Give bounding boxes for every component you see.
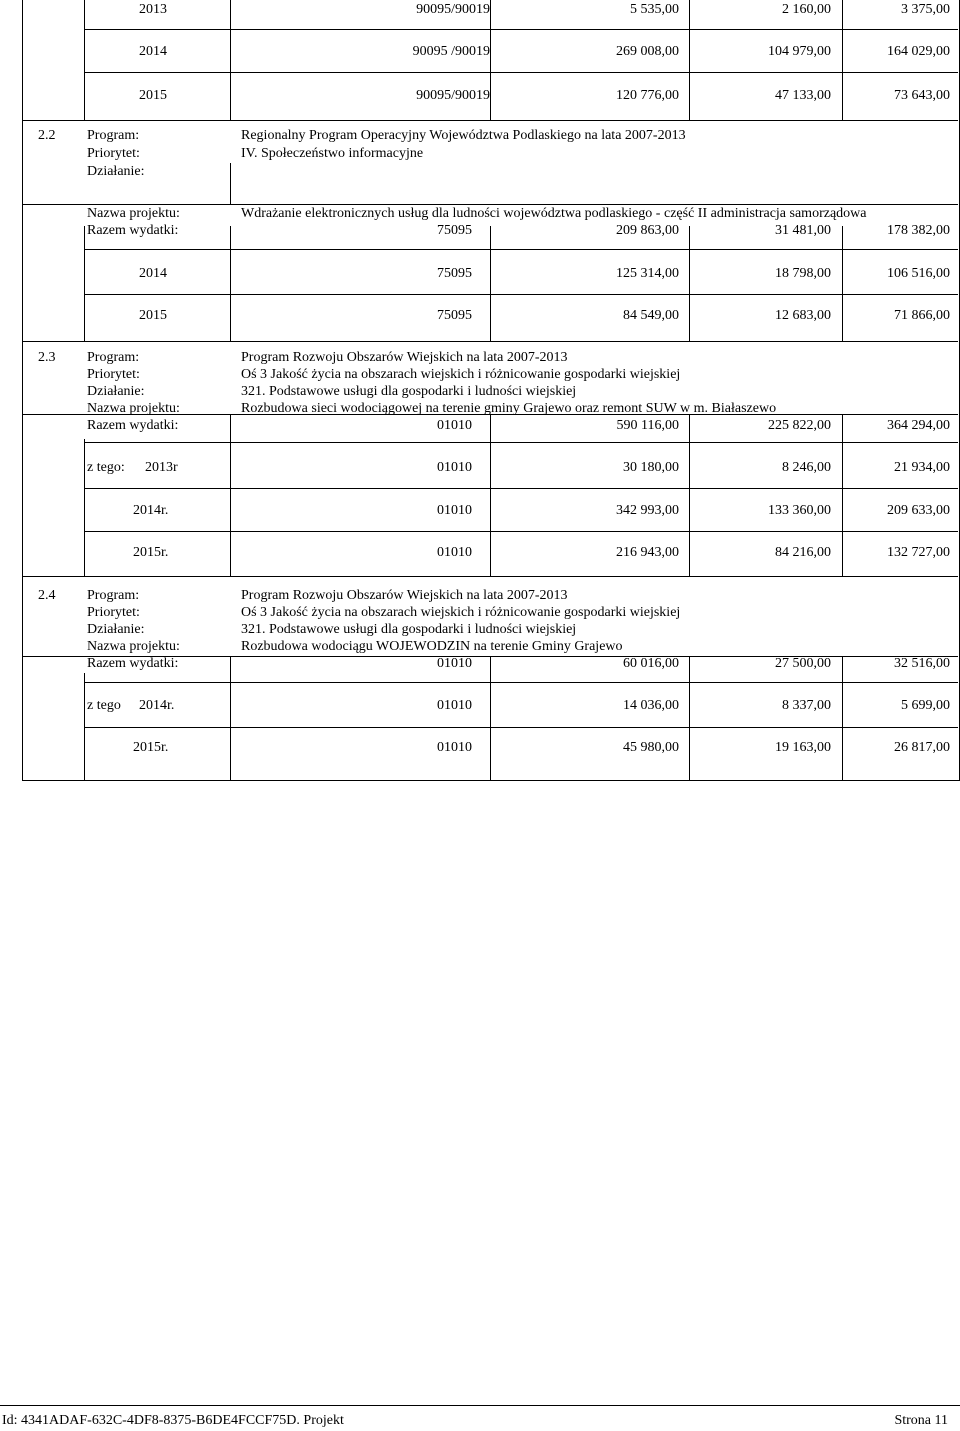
col-divider-left xyxy=(84,0,85,120)
amount-a-cell: 12 683,00 xyxy=(775,308,831,323)
total-cell: 342 993,00 xyxy=(616,503,679,518)
total-cell: 125 314,00 xyxy=(616,266,679,281)
amount-b-cell: 21 934,00 xyxy=(894,460,950,475)
dzialanie-value: 321. Podstawowe usługi dla gospodarki i ludności wiejskiej xyxy=(241,622,577,637)
of-which-label: z tego xyxy=(87,698,121,713)
program-label: Program: xyxy=(87,588,140,603)
amount-b-cell: 73 643,00 xyxy=(894,88,950,103)
amount-a-cell: 8 246,00 xyxy=(782,460,831,475)
row-divider xyxy=(22,120,958,121)
project-name-label: Nazwa projektu: xyxy=(87,639,180,654)
total-cell: 14 036,00 xyxy=(623,698,679,713)
code-cell: 75095 xyxy=(437,308,472,323)
of-which-label: z tego: xyxy=(87,460,125,475)
footer-divider xyxy=(0,1405,960,1406)
year-cell: 2015 xyxy=(139,88,167,103)
amount-a-cell: 84 216,00 xyxy=(775,545,831,560)
row-divider xyxy=(84,294,958,295)
col-divider xyxy=(689,226,690,341)
year-cell: 2015 xyxy=(139,308,167,323)
amount-b-cell: 132 727,00 xyxy=(887,545,950,560)
amount-b-cell: 209 633,00 xyxy=(887,503,950,518)
amount-b-cell: 106 516,00 xyxy=(887,266,950,281)
priorytet-value: Oś 3 Jakość życia na obszarach wiejskich i różnicowanie gospodarki wiejskiej xyxy=(241,605,681,620)
section-number: 2.2 xyxy=(38,128,56,143)
total-cell: 209 863,00 xyxy=(616,223,679,238)
col-divider xyxy=(689,656,690,780)
amount-a-cell: 225 822,00 xyxy=(768,418,831,433)
amount-b-cell: 364 294,00 xyxy=(887,418,950,433)
code-cell: 90095/90019 xyxy=(416,2,490,17)
total-expenses-label: Razem wydatki: xyxy=(87,418,179,433)
code-cell: 01010 xyxy=(437,656,472,671)
dzialanie-label: Działanie: xyxy=(87,384,145,399)
amount-a-cell: 27 500,00 xyxy=(775,656,831,671)
code-cell: 01010 xyxy=(437,698,472,713)
code-cell: 90095/90019 xyxy=(416,88,490,103)
row-divider xyxy=(84,442,958,443)
project-name-label: Nazwa projektu: xyxy=(87,206,180,221)
amount-b-cell: 32 516,00 xyxy=(894,656,950,671)
code-cell: 01010 xyxy=(437,740,472,755)
col-divider xyxy=(230,0,231,120)
amount-a-cell: 104 979,00 xyxy=(768,44,831,59)
program-value: Program Rozwoju Obszarów Wiejskich na lata 2007-2013 xyxy=(241,588,568,603)
total-expenses-label: Razem wydatki: xyxy=(87,656,179,671)
year-cell: 2013r xyxy=(145,460,178,475)
section-number: 2.3 xyxy=(38,350,56,365)
section-number: 2.4 xyxy=(38,588,56,603)
total-cell: 84 549,00 xyxy=(623,308,679,323)
project-name-label: Nazwa projektu: xyxy=(87,401,180,416)
project-name-value: Wdrażanie elektronicznych usług dla ludności województwa podlaskiego - część II administracja samorządowa xyxy=(241,206,867,221)
amount-b-cell: 3 375,00 xyxy=(901,2,950,17)
priorytet-value: IV. Społeczeństwo informacyjne xyxy=(241,146,424,161)
amount-a-cell: 31 481,00 xyxy=(775,223,831,238)
code-cell: 75095 xyxy=(437,266,472,281)
total-cell: 60 016,00 xyxy=(623,656,679,671)
amount-b-cell: 26 817,00 xyxy=(894,740,950,755)
total-cell: 216 943,00 xyxy=(616,545,679,560)
row-divider xyxy=(84,72,958,73)
amount-b-cell: 71 866,00 xyxy=(894,308,950,323)
col-divider xyxy=(490,414,491,576)
amount-a-cell: 2 160,00 xyxy=(782,2,831,17)
amount-b-cell: 178 382,00 xyxy=(887,223,950,238)
dzialanie-label: Działanie: xyxy=(87,622,145,637)
col-divider-left xyxy=(84,439,85,576)
priorytet-label: Priorytet: xyxy=(87,146,140,161)
code-cell: 01010 xyxy=(437,460,472,475)
code-cell: 01010 xyxy=(437,418,472,433)
priorytet-label: Priorytet: xyxy=(87,605,140,620)
row-divider xyxy=(84,488,958,489)
row-divider xyxy=(84,249,958,250)
dzialanie-label: Działanie: xyxy=(87,164,145,179)
col-divider xyxy=(490,656,491,780)
total-expenses-label: Razem wydatki: xyxy=(87,223,179,238)
year-cell: 2014 xyxy=(139,44,167,59)
year-cell: 2015r. xyxy=(133,545,169,560)
amount-a-cell: 47 133,00 xyxy=(775,88,831,103)
col-divider-left xyxy=(84,226,85,341)
total-cell: 590 116,00 xyxy=(616,418,679,433)
amount-a-cell: 8 337,00 xyxy=(782,698,831,713)
document-id: Id: 4341ADAF-632C-4DF8-8375-B6DE4FCCF75D. Projekt xyxy=(2,1413,344,1428)
year-cell: 2014r. xyxy=(139,698,175,713)
project-name-value: Rozbudowa sieci wodociągowej na terenie gminy Grajewo oraz remont SUW w m. Białaszewo xyxy=(241,401,777,416)
code-cell: 90095 /90019 xyxy=(412,44,490,59)
total-cell: 30 180,00 xyxy=(623,460,679,475)
code-cell: 01010 xyxy=(437,545,472,560)
year-cell: 2014r. xyxy=(133,503,169,518)
code-cell: 75095 xyxy=(437,223,472,238)
amount-b-cell: 164 029,00 xyxy=(887,44,950,59)
dzialanie-value: 321. Podstawowe usługi dla gospodarki i ludności wiejskiej xyxy=(241,384,577,399)
year-cell: 2014 xyxy=(139,266,167,281)
row-divider xyxy=(84,727,958,728)
amount-a-cell: 133 360,00 xyxy=(768,503,831,518)
col-divider xyxy=(230,414,231,576)
code-cell: 01010 xyxy=(437,503,472,518)
priorytet-value: Oś 3 Jakość życia na obszarach wiejskich i różnicowanie gospodarki wiejskiej xyxy=(241,367,681,382)
col-divider xyxy=(230,226,231,341)
col-divider xyxy=(230,656,231,780)
row-divider xyxy=(84,682,958,683)
amount-a-cell: 19 163,00 xyxy=(775,740,831,755)
program-label: Program: xyxy=(87,128,140,143)
total-cell: 45 980,00 xyxy=(623,740,679,755)
program-value: Regionalny Program Operacyjny Województwa Podlaskiego na lata 2007-2013 xyxy=(241,128,686,143)
project-name-value: Rozbudowa wodociągu WOJEWODZIN na terenie Gminy Grajewo xyxy=(241,639,623,654)
row-divider xyxy=(22,204,958,205)
amount-b-cell: 5 699,00 xyxy=(901,698,950,713)
program-label: Program: xyxy=(87,350,140,365)
page-number: Strona 11 xyxy=(894,1413,948,1428)
year-cell: 2015r. xyxy=(133,740,169,755)
total-cell: 120 776,00 xyxy=(616,88,679,103)
total-cell: 269 008,00 xyxy=(616,44,679,59)
col-divider xyxy=(490,226,491,341)
priorytet-label: Priorytet: xyxy=(87,367,140,382)
row-divider xyxy=(84,531,958,532)
year-cell: 2013 xyxy=(139,2,167,17)
amount-a-cell: 18 798,00 xyxy=(775,266,831,281)
col-divider xyxy=(689,0,690,120)
total-cell: 5 535,00 xyxy=(630,2,679,17)
row-divider xyxy=(84,29,958,30)
row-divider xyxy=(22,341,958,342)
col-divider xyxy=(689,414,690,576)
col-divider xyxy=(490,0,491,120)
row-divider xyxy=(22,576,958,577)
program-value: Program Rozwoju Obszarów Wiejskich na lata 2007-2013 xyxy=(241,350,568,365)
col-divider xyxy=(230,163,231,204)
col-divider xyxy=(842,656,843,780)
